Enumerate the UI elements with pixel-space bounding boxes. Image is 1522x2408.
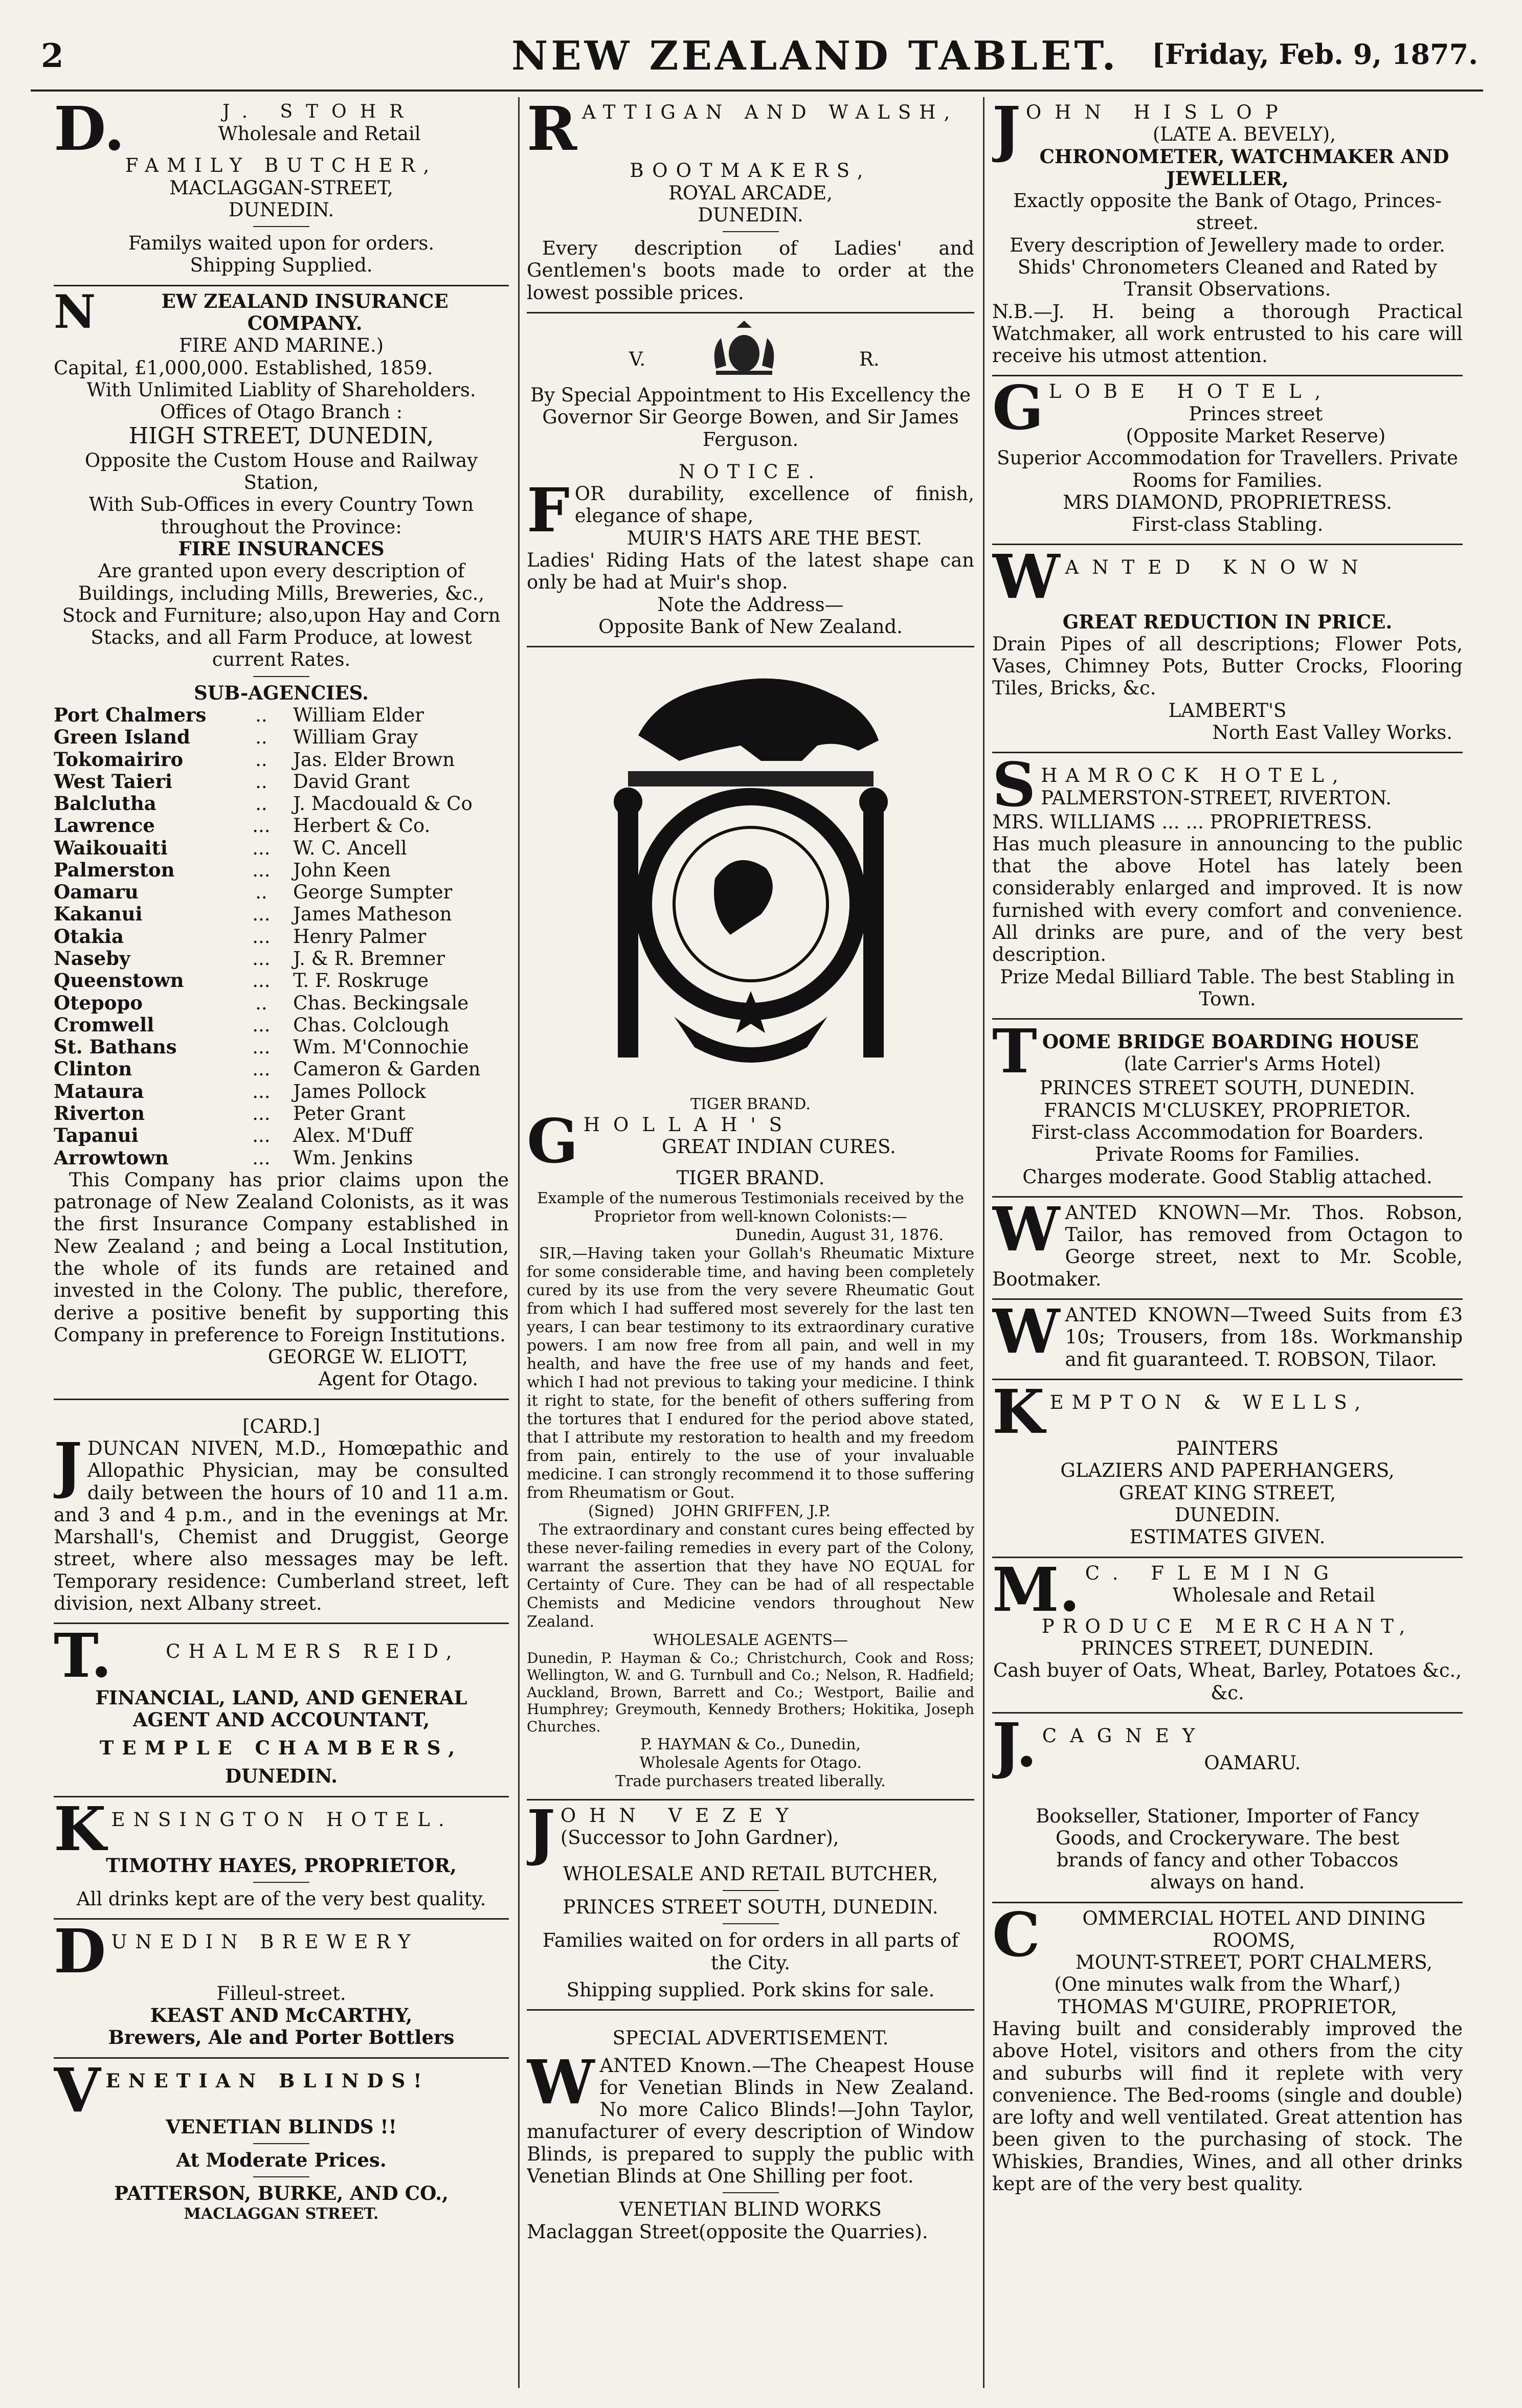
ad-brewery xyxy=(54,1916,509,2058)
ad-line: ROYAL ARCADE, xyxy=(668,182,833,204)
column-1 xyxy=(54,97,509,2388)
crest-letter-left: V. xyxy=(629,348,646,370)
ad-line: Families waited on for orders in all parts of the City. xyxy=(542,1929,959,1974)
ad-line: GREAT INDIAN CURES. xyxy=(661,1136,896,1158)
issue-date: [Friday, Feb. 9, 1877. xyxy=(1152,38,1478,71)
ad-line: PALMERSTON-STREET, RIVERTON. xyxy=(1041,786,1392,809)
ad-special xyxy=(527,2011,974,2251)
agent-row xyxy=(54,948,509,970)
drop-initial: G xyxy=(992,372,1044,444)
ad-name: HOLLAH'S xyxy=(583,1114,796,1136)
ad-line: Exactly opposite the Bank of Otago, Princes-street. xyxy=(1013,190,1442,234)
agent-dots: ... xyxy=(252,837,271,859)
ad-line: MACLAGGAN STREET. xyxy=(184,2204,379,2223)
ad-title: EW ZEALAND INSURANCE COMPANY. xyxy=(161,289,449,334)
ad-line: VENETIAN BLINDS !! xyxy=(166,2115,397,2138)
crest-letter-right: R. xyxy=(859,348,880,370)
ad-body: DUNCAN NIVEN, M.D., Homœpathic and Allopathic Physician, may be consulted daily between the hours of 10 and 11 a.m. and 3 and 4 p.m., and in the evenings at Mr. Marshall's, Chemist and Druggist, George street, where also messages may be left. Temporary residence: Cumberland street, left division, next Albany street. xyxy=(54,1437,509,1614)
ad-commercial xyxy=(992,1899,1463,2203)
agent-dots: .. xyxy=(255,704,267,726)
agent-name: Henry Palmer xyxy=(293,925,427,948)
agent-row xyxy=(54,881,509,903)
agent-row xyxy=(54,749,509,771)
ad-globe xyxy=(992,372,1463,545)
agent-row xyxy=(54,1147,509,1169)
ad-line: All drinks kept are of the very best quality. xyxy=(76,1888,486,1910)
ad-line: PRINCES STREET SOUTH, DUNEDIN. xyxy=(563,1896,938,1919)
ad-line: AGENT AND ACCOUNTANT, xyxy=(132,1708,430,1731)
ad-line: HIGH STREET, DUNEDIN, xyxy=(128,423,434,449)
ad-line: FINANCIAL, LAND, AND GENERAL xyxy=(95,1686,467,1709)
drop-initial: W xyxy=(992,1295,1060,1367)
agents-table xyxy=(54,704,509,1169)
ad-name: EMPTON & WELLS, xyxy=(1049,1391,1369,1413)
ad-vezey xyxy=(527,1796,974,2011)
ad-line: WHOLESALE AGENTS— xyxy=(653,1631,848,1649)
divider xyxy=(253,676,309,677)
agent-row xyxy=(54,726,509,748)
divider xyxy=(253,1882,309,1883)
ad-name: ANTED KNOWN xyxy=(1065,556,1372,579)
ad-line: KEAST AND McCARTHY, xyxy=(150,2004,413,2027)
ad-muir xyxy=(527,313,974,647)
agent-place: Green Island xyxy=(54,726,190,749)
ad-line: Princes street xyxy=(1189,402,1323,425)
ad-line: DUNEDIN. xyxy=(698,204,803,226)
ad-line: Wholesale and Retail xyxy=(1172,1584,1375,1606)
notice-title: NOTICE. xyxy=(678,460,823,483)
ad-name: HAMROCK HOTEL, xyxy=(1041,764,1347,787)
letter-date: Dunedin, August 31, 1876. xyxy=(735,1226,944,1244)
agent-dots: ... xyxy=(252,1146,271,1169)
agent-row xyxy=(54,771,509,793)
agent-dots: .. xyxy=(255,748,267,771)
ad-line: TIMOTHY HAYES, PROPRIETOR, xyxy=(106,1854,457,1877)
agent-place: Port Chalmers xyxy=(54,703,207,726)
drop-initial: S xyxy=(992,749,1036,821)
agent-dots: .. xyxy=(255,992,267,1014)
ad-body: This Company has prior claims upon the patronage of New Zealand Colonists, as it was the first Insurance Company established in New Zealand ; and being a Local Institution, the whole of its funds are retained and invested in the Colony. The public, therefore, derive a positive benefit by supporting this Company in preference to Foreign Institutions. xyxy=(54,1168,509,1346)
drop-initial: J xyxy=(527,1796,555,1867)
signature xyxy=(527,1502,974,1521)
ad-line: Prize Medal Billiard Table. The best Stabling in Town. xyxy=(1000,965,1455,1010)
ad-line: GREAT KING STREET, xyxy=(1118,1481,1336,1504)
ad-insurance xyxy=(54,286,509,1400)
ad-kensington xyxy=(54,1793,509,1920)
ad-line: Note the Address— xyxy=(657,593,844,616)
agent-dots: ... xyxy=(252,1014,271,1036)
ad-body: ANTED KNOWN—Mr. Thos. Robson, Tailor, has removed from Octagon to George street, next to Mr. Scoble, Bootmaker. xyxy=(992,1201,1463,1290)
ad-line: ESTIMATES GIVEN. xyxy=(1129,1526,1326,1548)
agent-row xyxy=(54,837,509,859)
agent-dots: ... xyxy=(252,948,271,970)
divider xyxy=(723,2192,779,2193)
signer-name: JOHN GRIFFEN, J.P. xyxy=(674,1502,831,1520)
agent-name: Wm. M'Connochie xyxy=(293,1036,469,1059)
ad-line: First-class Stabling. xyxy=(1131,513,1324,536)
drop-initial: K xyxy=(992,1376,1045,1447)
ad-name: LOBE HOTEL, xyxy=(1048,380,1334,403)
drop-initial: R xyxy=(527,97,577,164)
agent-row xyxy=(54,1124,509,1146)
agent-name: David Grant xyxy=(293,770,410,793)
ad-line: GREAT REDUCTION IN PRICE. xyxy=(1062,610,1393,633)
agent-place: Tapanui xyxy=(54,1124,139,1147)
agent-dots: ... xyxy=(252,925,271,948)
agent-place: Clinton xyxy=(54,1057,132,1081)
ad-hislop xyxy=(992,97,1463,376)
ad-name: C. FLEMING xyxy=(1085,1562,1342,1584)
ad-line: Opposite the Custom House and Railway Station, xyxy=(84,449,478,494)
ad-line: Brewers, Ale and Porter Bottlers xyxy=(108,2026,455,2049)
ad-line: MUIR'S HATS ARE THE BEST. xyxy=(626,527,922,549)
agent-place: Otepopo xyxy=(54,991,143,1014)
drop-initial: M. xyxy=(992,1554,1080,1625)
agent-dots: ... xyxy=(252,1102,271,1125)
ad-line: MRS. WILLIAMS ... ... PROPRIETRESS. xyxy=(992,811,1372,833)
ad-name: OHN HISLOP xyxy=(1025,101,1291,123)
ad-name: CAGNEY xyxy=(1042,1724,1208,1747)
agent-place: Riverton xyxy=(54,1102,145,1125)
ad-line: (Successor to John Gardner), xyxy=(560,1826,839,1849)
agent-row xyxy=(54,1081,509,1102)
signature-title: Agent for Otago. xyxy=(318,1368,478,1390)
agent-dots: ... xyxy=(252,1124,271,1147)
agent-name: T. F. Roskruge xyxy=(293,970,429,992)
column-divider xyxy=(983,97,984,2388)
ad-name: OMMERCIAL HOTEL AND DINING ROOMS, xyxy=(1082,1907,1426,1951)
ad-line: LAMBERT'S xyxy=(1168,699,1287,722)
drop-initial: C xyxy=(992,1899,1040,1970)
ad-line: BOOTMAKERS, xyxy=(630,160,871,182)
agent-place: Palmerston xyxy=(54,858,175,881)
ad-line: Filleul-street. xyxy=(216,1982,346,2005)
agent-place: St. Bathans xyxy=(54,1036,177,1059)
ad-body: The extraordinary and constant cures being effected by these never-failing remedies in every part of the Colony, warrant the assertion that they have NO EQUAL for Certainty of Cure. They can be had of all respectable Chemists and Medicine vendors throughout New Zealand. xyxy=(527,1520,974,1631)
ad-line: Ladies' Riding Hats of the latest shape can only be had at Muir's shop. xyxy=(527,549,974,594)
ad-line: Private Rooms for Families. xyxy=(1094,1143,1360,1166)
agent-place: West Taieri xyxy=(54,770,172,793)
ad-name: CHALMERS REID, xyxy=(166,1640,460,1663)
agent-dots: ... xyxy=(252,903,271,926)
ad-line: PRINCES STREET SOUTH, DUNEDIN. xyxy=(1039,1077,1416,1099)
agent-place: Queenstown xyxy=(54,969,184,992)
masthead-rule xyxy=(31,89,1483,92)
ad-line: Familys waited upon for orders. xyxy=(128,232,435,255)
ad-line: MRS DIAMOND, PROPRIETRESS. xyxy=(1063,491,1392,513)
ad-tweed xyxy=(992,1295,1463,1380)
drop-initial: W xyxy=(527,2046,595,2118)
ad-line: TEMPLE CHAMBERS, xyxy=(99,1737,463,1760)
ad-line: PAINTERS xyxy=(1176,1437,1279,1460)
agent-place: Tokomairiro xyxy=(54,748,184,771)
ad-robson-removed xyxy=(992,1193,1463,1300)
ad-line: MACLAGGAN-STREET, xyxy=(169,176,393,199)
ad-body: Has much pleasure in announcing to the public that the above Hotel has lately been considerably enlarged and improved. It is now furnished with every comfort and convenience. All drinks are pure, and of the very best description. xyxy=(992,832,1463,966)
ad-line: North East Valley Works. xyxy=(1212,722,1452,744)
ad-line: Superior Accommodation for Travellers. Private Rooms for Families. xyxy=(997,447,1458,491)
ad-line: Wholesale and Retail xyxy=(218,123,421,145)
caption: TIGER BRAND. xyxy=(690,1095,811,1114)
ad-line: With Unlimited Liablity of Shareholders. xyxy=(86,378,476,401)
agent-row xyxy=(54,970,509,992)
ad-line: THOMAS M'GUIRE, PROPRIETOR, xyxy=(1058,1995,1397,2018)
ad-line: Opposite Bank of New Zealand. xyxy=(598,615,903,638)
ad-line: GLAZIERS AND PAPERHANGERS, xyxy=(1060,1459,1395,1482)
ad-line: DUNEDIN. xyxy=(225,1765,338,1788)
agent-name: William Elder xyxy=(293,704,424,726)
agent-name: William Gray xyxy=(293,726,418,749)
agent-dots: ... xyxy=(252,970,271,992)
tiger-brand-emblem-icon xyxy=(597,659,904,1088)
agent-place: Balclutha xyxy=(54,792,156,815)
ad-line: FIRE AND MARINE.) xyxy=(178,334,384,357)
agent-place: Naseby xyxy=(54,947,130,970)
ad-name: ATTIGAN AND WALSH, xyxy=(582,101,958,123)
ad-kempton xyxy=(992,1376,1463,1558)
agent-row xyxy=(54,815,509,837)
ad-stohr xyxy=(54,97,509,286)
card-label: [CARD.] xyxy=(242,1415,320,1437)
ad-niven xyxy=(54,1400,509,1625)
agent-row xyxy=(54,1058,509,1080)
ad-line: Every description of Jewellery made to order. xyxy=(1010,234,1445,256)
divider xyxy=(253,226,309,227)
agent-dots: ... xyxy=(252,1080,271,1102)
ad-body: Every description of Ladies' and Gentlemen's boots made to order at the lowest possible prices. xyxy=(527,237,974,304)
ad-line: (late Carrier's Arms Hotel) xyxy=(1124,1053,1381,1075)
ad-line: At Moderate Prices. xyxy=(176,2149,387,2172)
masthead xyxy=(31,33,1483,89)
ad-line: N.B.—J. H. being a thorough Practical Watchmaker, all work entrusted to his care will receive his utmost attention. xyxy=(992,300,1463,367)
ad-line: FAMILY BUTCHER, xyxy=(125,154,438,177)
drop-initial: T. xyxy=(54,1620,112,1692)
page-number: 2 xyxy=(41,37,64,75)
agents-list: Dunedin, P. Hayman & Co.; Christchurch, Cook and Ross; Wellington, W. and G. Turnbull and Co.; Nelson, R. Hadfield; Auckland, Brown, Barrett and Co.; Westport, Bailie and Humphrey; Greymouth, Kennedy Brothers; Hokitika, Joseph Churches. xyxy=(527,1649,974,1736)
drop-initial: D xyxy=(54,1916,106,1987)
drop-initial: G xyxy=(527,1106,578,1177)
drop-initial: V xyxy=(54,2054,101,2126)
drop-initial: K xyxy=(54,1793,106,1864)
ad-reid xyxy=(54,1620,509,1797)
agent-name: Jas. Elder Brown xyxy=(293,748,455,771)
agent-dots: .. xyxy=(255,726,267,749)
ad-line: Cash buyer of Oats, Wheat, Barley, Potatoes &c., &c. xyxy=(993,1659,1462,1704)
ad-line: (One minutes walk from the Wharf,) xyxy=(1054,1973,1401,1996)
ad-fleming xyxy=(992,1554,1463,1714)
agent-place: Cromwell xyxy=(54,1013,154,1036)
agent-name: Peter Grant xyxy=(293,1102,406,1125)
ad-line: (LATE A. BEVELY), xyxy=(1152,123,1336,146)
ad-line: Shipping Supplied. xyxy=(190,254,373,277)
testimonial: SIR,—Having taken your Gollah's Rheumatic Mixture for some considerable time, and having been completely cured by its use from the very severe Rheumatic Gout from which I had suffered most severely for the last ten years, I can bear testimony to its extraordinary curative powers. I am now free from all pain, and well in my health, and have the free use of my hands and feet, which I had not previous to taking your medicine. I think it right to state, for the benefit of others suffering from the tortures that I endured for the period above stated, that I attribute my restoration to health and my freedom from pain, entirely to the use of your invaluable medicine. I can strongly recommend it to those suffering from Rheumatism or Gout. xyxy=(527,1244,974,1502)
drop-initial: J. xyxy=(992,1709,1037,1781)
ad-line: FIRE INSURANCES xyxy=(178,537,385,560)
agent-dots: .. xyxy=(255,770,267,793)
ad-line: DUNEDIN. xyxy=(1174,1503,1281,1526)
agent-name: Alex. M'Duff xyxy=(293,1124,412,1147)
royal-crest-icon xyxy=(696,318,793,379)
ad-rattigan xyxy=(527,97,974,313)
signature: GEORGE W. ELIOTT, xyxy=(267,1346,468,1368)
divider xyxy=(253,2176,309,2177)
ad-name: OHN VEZEY xyxy=(560,1804,802,1827)
agent-row xyxy=(54,1036,509,1058)
divider xyxy=(723,1890,779,1891)
ad-line: PATTERSON, BURKE, AND CO., xyxy=(114,2182,449,2205)
ad-line: Maclaggan Street(opposite the Quarries). xyxy=(527,2220,928,2243)
ad-line: OAMARU. xyxy=(1204,1752,1301,1774)
column-divider xyxy=(518,97,520,2388)
ad-line: FRANCIS M'CLUSKEY, PROPRIETOR. xyxy=(1043,1099,1412,1121)
agent-row xyxy=(54,926,509,948)
drop-initial: J xyxy=(992,97,1021,164)
ad-line: PRODUCE MERCHANT, xyxy=(1041,1615,1414,1637)
ad-line: Wholesale Agents for Otago. xyxy=(639,1753,862,1772)
agent-name: James Pollock xyxy=(293,1080,426,1102)
ad-line: CHRONOMETER, WATCHMAKER AND JEWELLER, xyxy=(1039,145,1449,190)
agent-name: J. & R. Bremner xyxy=(293,948,445,970)
ad-line: P. HAYMAN & Co., Dunedin, xyxy=(640,1735,861,1753)
agent-row xyxy=(54,992,509,1014)
agent-name: J. Macdouald & Co xyxy=(293,793,473,815)
agent-dots: .. xyxy=(255,881,267,904)
drop-initial: T xyxy=(992,1016,1037,1087)
ad-line: By Special Appointment to His Excellency the Governor Sir George Bowen, and Sir James Ferguson. xyxy=(530,384,971,451)
ad-line: Trade purchasers treated liberally. xyxy=(615,1772,886,1790)
drop-initial: W xyxy=(992,541,1060,613)
ad-line: Offices of Otago Branch : xyxy=(160,401,403,423)
ad-line: VENETIAN BLIND WORKS xyxy=(619,2198,882,2221)
agent-place: Mataura xyxy=(54,1079,144,1102)
agent-name: Cameron & Garden xyxy=(293,1058,481,1081)
royal-crest-row xyxy=(527,318,974,384)
divider xyxy=(723,1923,779,1924)
agent-dots: .. xyxy=(255,793,267,815)
agent-dots: ... xyxy=(252,1058,271,1081)
agent-name: Chas. Colclough xyxy=(293,1014,450,1036)
ad-toome xyxy=(992,1016,1463,1198)
ad-line: TIGER BRAND. xyxy=(676,1167,825,1189)
ad-body: Are granted upon every description of Buildings, including Mills, Breweries, &c., Stock and Furniture; also,upon Hay and Corn Stacks, and all Farm Produce, at lowest current Rates. xyxy=(62,560,501,671)
agent-place: Otakia xyxy=(54,925,124,948)
agent-name: Herbert & Co. xyxy=(293,815,431,837)
ad-name: OOME BRIDGE BOARDING HOUSE xyxy=(1042,1030,1419,1053)
ad-cagney xyxy=(992,1709,1463,1903)
ad-shamrock xyxy=(992,749,1463,1020)
drop-initial: F xyxy=(527,475,570,546)
ad-name: ENSINGTON HOTEL. xyxy=(111,1808,453,1831)
ad-name: J. STOHR xyxy=(222,101,417,122)
ad-line: DUNEDIN. xyxy=(228,198,334,221)
agent-dots: ... xyxy=(252,815,271,837)
agent-name: Chas. Beckingsale xyxy=(293,992,469,1014)
divider xyxy=(253,2143,309,2144)
agent-place: Arrowtown xyxy=(54,1146,169,1169)
signed-label: (Signed) xyxy=(588,1502,655,1520)
agent-place: Waikouaiti xyxy=(54,836,168,859)
agent-place: Kakanui xyxy=(54,903,143,926)
agent-name: James Matheson xyxy=(293,903,452,926)
agent-dots: ... xyxy=(252,859,271,881)
ad-line: OR durability, excellence of finish, elegance of shape, xyxy=(574,483,974,527)
ad-body: Bookseller, Stationer, Importer of Fancy Goods, and Crockeryware. The best brands of fancy and other Tobaccos always on hand. xyxy=(1036,1805,1419,1894)
ad-gollah xyxy=(527,647,974,1801)
newspaper-title: NEW ZEALAND TABLET. xyxy=(511,33,1119,79)
ad-blinds xyxy=(54,2054,509,2231)
agent-row xyxy=(54,793,509,815)
ad-line: Example of the numerous Testimonials received by the Proprietor from well-known Colonists:— xyxy=(537,1189,964,1226)
ad-body: Having built and considerably improved the above Hotel, visitors and others from the city and suburbs will find it replete with very convenience. The Bed-rooms (single and double) are lofty and well ventilated. Great attention has been given to the purchasing of stock. The Whiskies, Brandies, Wines, and all other drinks kept are of the very best quality. xyxy=(992,2018,1463,2195)
agent-row xyxy=(54,859,509,881)
ad-body: ANTED Known.—The Cheapest House for Venetian Blinds in New Zealand. No more Calico Blinds!—John Taylor, manufacturer of every description of Window Blinds, is prepared to supply the public with Venetian Blinds at One Shilling per foot. xyxy=(527,2054,974,2188)
ad-body: ANTED KNOWN—Tweed Suits from £3 10s; Trousers, from 18s. Workmanship and fit guaranteed. T. ROBSON, Tilaor. xyxy=(1065,1303,1463,1370)
ad-wanted-known xyxy=(992,541,1463,753)
column-3 xyxy=(992,97,1463,2388)
agent-row xyxy=(54,704,509,726)
drop-initial: D. xyxy=(54,97,125,164)
ad-name: UNEDIN BREWERY xyxy=(111,1931,419,1953)
divider xyxy=(723,231,779,232)
sub-agencies-title: SUB-AGENCIES. xyxy=(194,681,369,704)
drop-initial: W xyxy=(992,1193,1060,1265)
drop-initial: J xyxy=(54,1429,82,1500)
agent-name: Wm. Jenkins xyxy=(293,1146,413,1169)
ad-line: Drain Pipes of all descriptions; Flower Pots, Vases, Chimney Pots, Butter Crocks, Flooring Tiles, Bricks, &c. xyxy=(992,633,1463,700)
ad-line: Charges moderate. Good Stablig attached. xyxy=(1022,1165,1433,1188)
ad-line: First-class Accommodation for Boarders. xyxy=(1031,1121,1424,1144)
ad-line: Capital, £1,000,000. Established, 1859. xyxy=(54,356,433,379)
ad-line: Shipping supplied. Pork skins for sale. xyxy=(566,1979,935,2001)
column-2 xyxy=(527,97,974,2388)
ad-line: With Sub-Offices in every Country Town throughout the Province: xyxy=(88,493,474,538)
ad-line: WHOLESALE AND RETAIL BUTCHER, xyxy=(563,1862,938,1885)
ad-line: (Opposite Market Reserve) xyxy=(1126,424,1386,447)
agent-row xyxy=(54,903,509,925)
ad-line: PRINCES STREET, DUNEDIN. xyxy=(1081,1637,1374,1660)
agent-place: Lawrence xyxy=(54,814,155,837)
agent-name: W. C. Ancell xyxy=(293,837,407,859)
agent-row xyxy=(54,1102,509,1124)
agent-place: Oamaru xyxy=(54,881,139,904)
agent-dots: ... xyxy=(252,1036,271,1059)
agent-name: John Keen xyxy=(293,859,391,881)
agent-row xyxy=(54,1014,509,1036)
ad-name: ENETIAN BLINDS! xyxy=(105,2069,430,2092)
ad-title: SPECIAL ADVERTISEMENT. xyxy=(612,2027,889,2050)
ad-line: Shids' Chronometers Cleaned and Rated by Transit Observations. xyxy=(1017,256,1438,301)
agent-name: George Sumpter xyxy=(293,881,453,904)
ad-line: MOUNT-STREET, PORT CHALMERS, xyxy=(1075,1951,1433,1974)
drop-initial: N xyxy=(54,284,96,339)
